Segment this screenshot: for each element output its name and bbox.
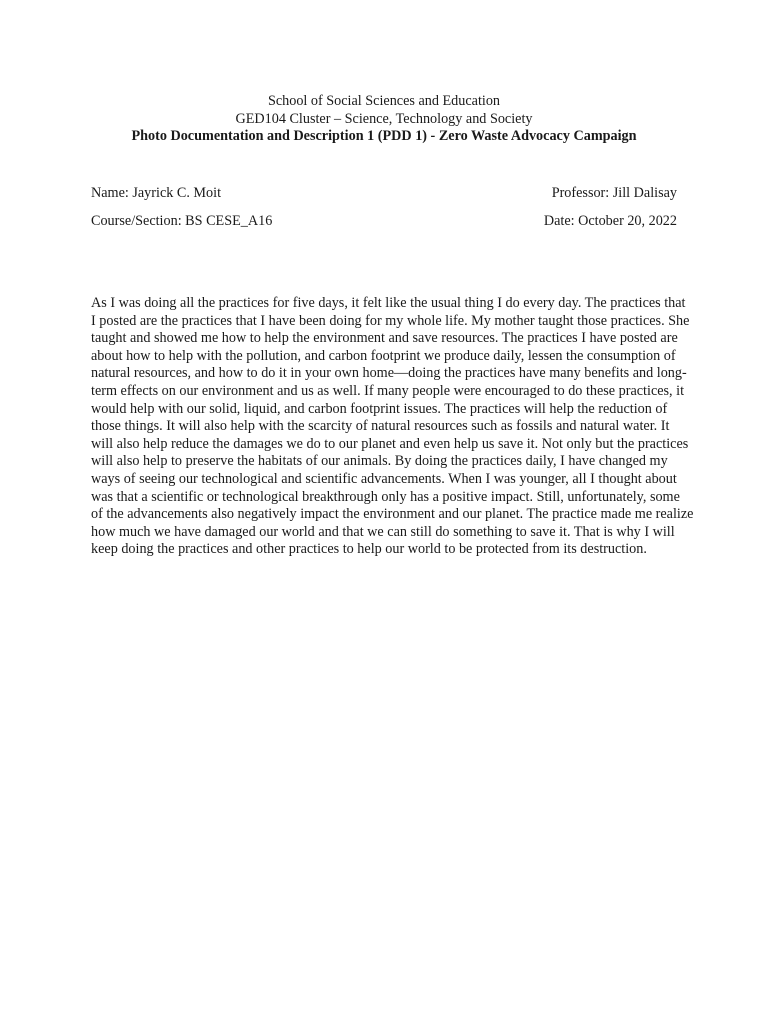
body-paragraph	[91, 295, 694, 559]
paragraph-line: of the advancements also negatively impact the environment and our planet. The practice made me realize	[91, 506, 694, 523]
professor-name: Professor: Jill Dalisay	[551, 185, 677, 201]
paragraph-line: taught and showed me how to help the environment and save resources. The practices I have posted are	[91, 330, 678, 347]
paragraph-line: will also help reduce the damages we do to our planet and even help us save it. Not only but the practices	[91, 435, 689, 452]
document-date: Date: October 20, 2022	[543, 213, 677, 229]
paragraph-line: natural resources, and how to do it in your own home—doing the practices have many benefits and long-	[91, 365, 687, 382]
paragraph-line: about how to help with the pollution, and carbon footprint we produce daily, lessen the consumption of	[91, 347, 676, 364]
course-cluster: GED104 Cluster – Science, Technology and Society	[235, 110, 533, 127]
document-header	[0, 93, 768, 146]
paragraph-line: ways of seeing our technological and scientific advancements. When I was younger, all I thought about	[91, 470, 677, 487]
paragraph-line: term effects on our environment and us as well. If many people were encouraged to do these practices, it	[91, 382, 685, 399]
paragraph-line: will also help to preserve the habitats of our animals. By doing the practices daily, I have changed my	[91, 453, 668, 470]
paragraph-line: I posted are the practices that I have been doing for my whole life. My mother taught those practices. She	[91, 312, 690, 329]
paragraph-line: those things. It will also help with the scarcity of natural resources such as fossils and natural water. It	[91, 418, 670, 435]
paragraph-line: was that a scientific or technological breakthrough only has a positive impact. Still, unfortunately, some	[91, 488, 680, 505]
course-section: Course/Section: BS CESE_A16	[91, 213, 273, 229]
paragraph-line: keep doing the practices and other practices to help our world to be protected from its destruction.	[91, 541, 647, 558]
paragraph-line: As I was doing all the practices for five days, it felt like the usual thing I do every day. The practices that	[91, 295, 686, 311]
student-name: Name: Jayrick C. Moit	[91, 185, 222, 201]
document-title: Photo Documentation and Description 1 (PDD 1) - Zero Waste Advocacy Campaign	[131, 128, 637, 144]
paragraph-line: would help with our solid, liquid, and carbon footprint issues. The practices will help the reduction of	[91, 400, 668, 417]
paragraph-line: how much we have damaged our world and that we can still do something to save it. That is why I will	[91, 523, 675, 540]
school-name: School of Social Sciences and Education	[267, 93, 501, 109]
